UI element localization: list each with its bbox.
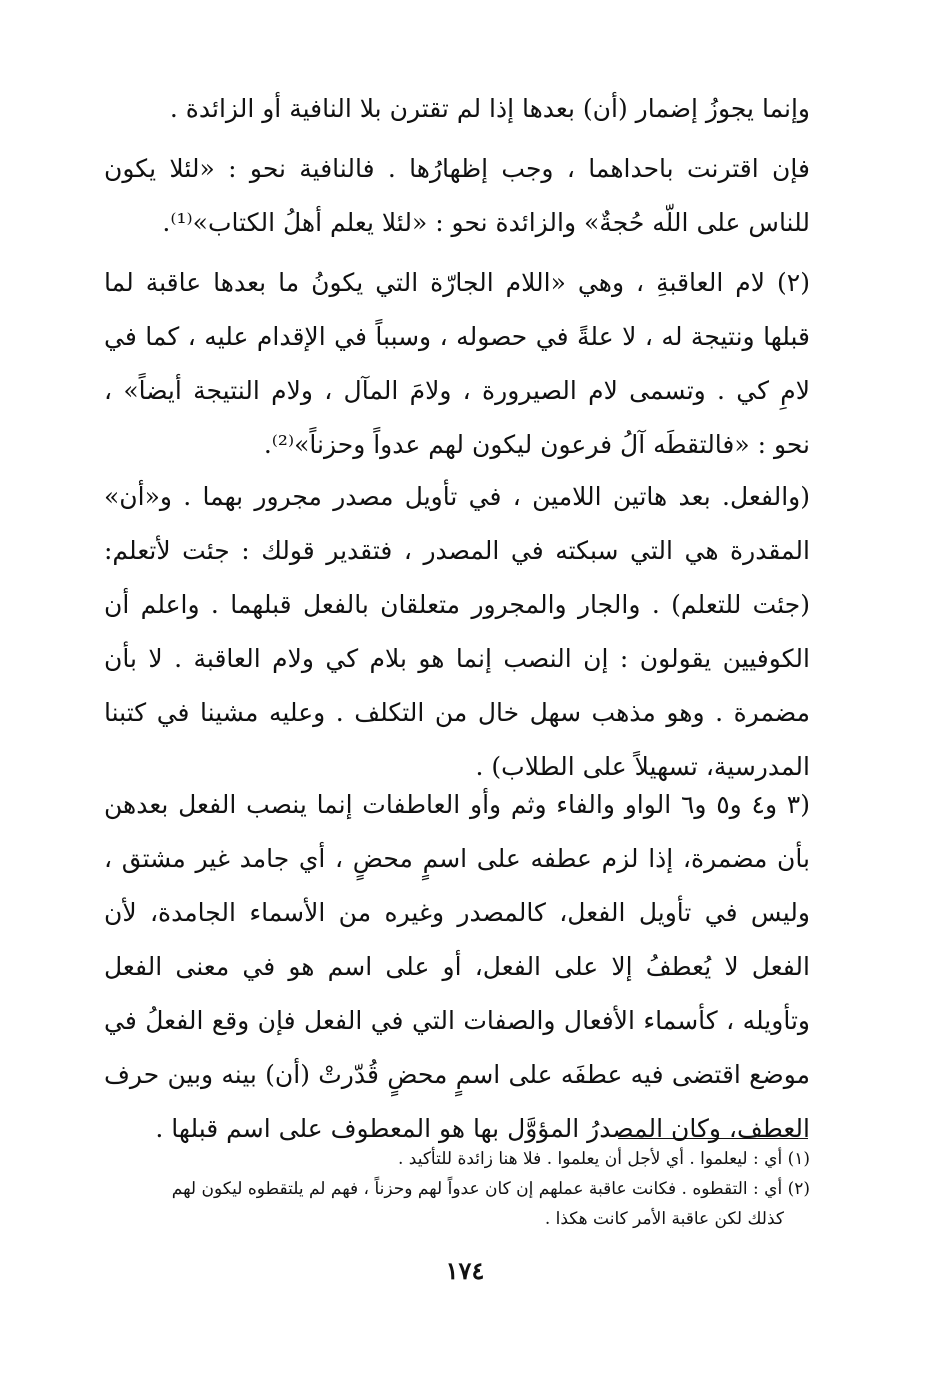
paragraph-2: فإن اقترنت باحداهما ، وجب إظهارُها . فالنافية نحو : «لئلا يكون للناس على اللّه حُجةٌ» والزائدة نحو : «لئلا يعلم أهلُ الكتاب»⁽¹⁾. [104,154,810,237]
paragraph-4: (والفعل. بعد هاتين اللامين ، في تأويل مصدر مجرور بهما . و«أن» المقدرة هي التي سبكته في المصدر ، فتقدير قولك : جئت لأتعلم: (جئت للتعلم) . والجار والمجرور متعلقان بالفعل قبلهما . واعلم أن الكوفيين يقولون : إن النصب إنما هو بلام كي ولام العاقبة . لا بأن مضمرة . وهو مذهب سهل خال من التكلف . وعليه مشينا في كتبنا المدرسية، تسهيلاً على الطلاب) . [104,482,810,781]
footnote-2-line-1: (٢) أي : التقطوه . فكانت عاقبة عملهم إن كان عدواً لهم وحزناً ، فهم لم يلتقطوه ليكون لهم [171,1179,810,1199]
footnotes [104,1144,810,1234]
footnote-divider [618,1138,808,1139]
paragraph-3: (٢) لام العاقبةِ ، وهي «اللام الجارّة التي يكونُ ما بعدها عاقبة لما قبلها ونتيجة له ، لا علةً في حصوله ، وسبباً في الإقدام عليه ، كما في لامِ كي . وتسمى لام الصيرورة ، ولامَ المآل ، ولام النتيجة أيضاً» ، نحو : «فالتقطَه آلُ فرعون ليكون لهم عدواً وحزناً»⁽²⁾. [104,268,810,459]
footnote-2-line-2: كذلك لكن عاقبة الأمر كانت هكذا . [544,1209,784,1229]
paragraph-5: (٣ و٤ و٥ و٦ الواو والفاء وثم وأو العاطفات إنما ينصب الفعل بعدهن بأن مضمرة، إذا لزم عطفه على اسمٍ محضٍ ، أي جامد غير مشتق ، وليس في تأويل الفعل، كالمصدر وغيره من الأسماء الجامدة، لأن الفعل لا يُعطفُ إلا على الفعل، أو على اسم هو في معنى الفعل وتأويله ، كأسماء الأفعال والصفات التي في الفعل فإن وقع الفعلُ في موضع اقتضى فيه عطفَه على اسمٍ محضٍ قُدّرتْ (أن) بينه وبين حرف العطف، وكان المصدرُ المؤوَّل بها هو المعطوف على اسم قبلها . [104,790,810,1143]
paragraph-1: وإنما يجوزُ إضمار (أن) بعدها إذا لم تقترن بلا النافية أو الزائدة . [169,94,810,123]
footnote-1: (١) أي : ليعلموا . أي لأجل أن يعلموا . فلا هنا زائدة للتأكيد . [397,1149,810,1169]
page-number: ١٧٤ [445,1256,485,1285]
